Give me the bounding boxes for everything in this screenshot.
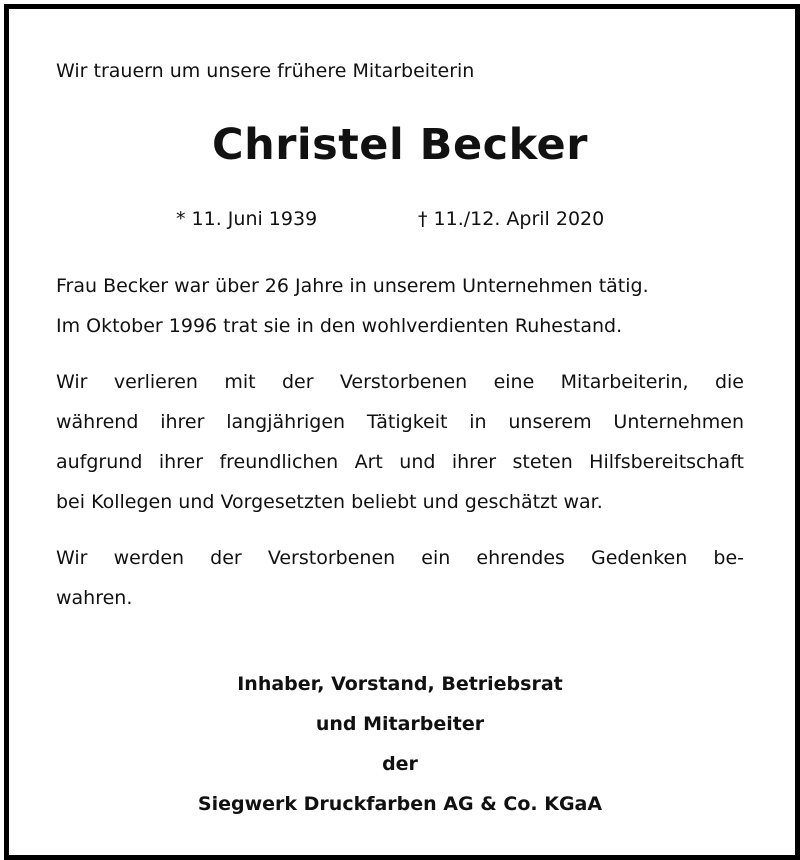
paragraph-line: Im Oktober 1996 trat sie in den wohlverdienten Ruhestand. (56, 315, 623, 337)
paragraph-line: während ihrer langjährigen Tätigkeit in unserem Unternehmen (56, 411, 744, 433)
paragraph-line: bei Kollegen und Vorgesetzten beliebt und geschätzt war. (56, 491, 603, 513)
death-date: † 11./12. April 2020 (418, 208, 605, 230)
paragraph-line: wahren. (56, 587, 133, 609)
deceased-name: Christel Becker (212, 120, 588, 170)
birth-date: * 11. Juni 1939 (176, 208, 318, 230)
company-name: Siegwerk Druckfarben AG & Co. KGaA (197, 793, 603, 815)
paragraph-remembrance (56, 538, 744, 618)
signature-line: Inhaber, Vorstand, Betriebsrat (237, 673, 563, 695)
paragraph-line: aufgrund ihrer freundlichen Art und ihrer steten Hilfsbereitschaft (56, 451, 744, 473)
paragraph-line: Frau Becker war über 26 Jahre in unserem Unternehmen tätig. (56, 275, 649, 297)
signature-line: und Mitarbeiter (315, 713, 485, 735)
intro-text: Wir trauern um unsere frühere Mitarbeiterin (56, 60, 475, 82)
paragraph-line: Wir werden der Verstorbenen ein ehrendes Gedenken be- (56, 547, 744, 569)
paragraph-line: Wir verlieren mit der Verstorbenen eine Mitarbeiterin, die (56, 371, 744, 393)
signature-block (56, 664, 744, 824)
signature-line: der (382, 753, 418, 775)
paragraph-employment (56, 266, 744, 346)
paragraph-tribute (56, 362, 744, 522)
